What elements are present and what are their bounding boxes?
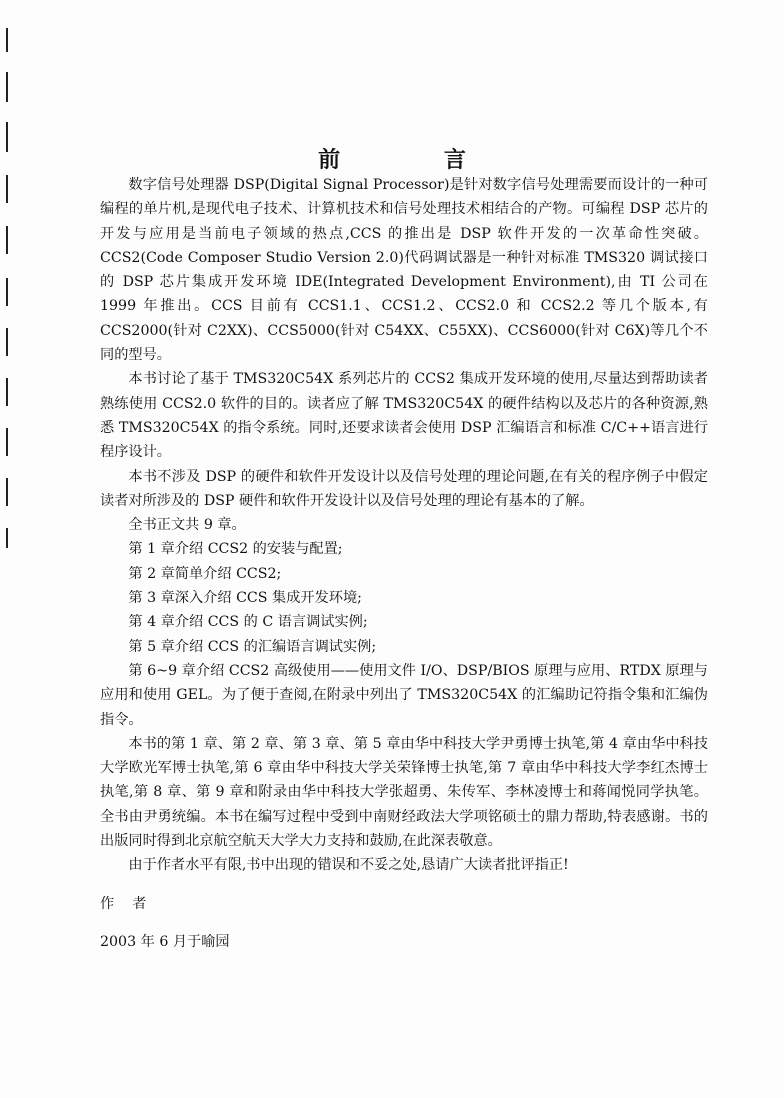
scan-edge-mark <box>6 428 8 456</box>
paragraph-closing: 由于作者水平有限,书中出现的错误和不妥之处,恳请广大读者批评指正! <box>128 857 569 874</box>
scan-edge-mark <box>6 278 8 306</box>
preface-body <box>100 173 708 969</box>
scan-edge-mark <box>6 378 8 406</box>
chapter-summary-item: 第 5 章介绍 CCS 的汇编语言调试实例; <box>128 638 377 655</box>
scan-edge-mark <box>6 226 8 254</box>
signature-date: 2003 年 6 月于喻园 <box>100 934 230 951</box>
chapter-summary-item: 第 6~9 章介绍 CCS2 高级使用——使用文件 I/O、DSP/BIOS 原理与应用、RTDX 原理与应用和使用 GEL。为了便于查阅,在附录中列出了 TMS320C54X 的汇编助记符指令集和汇编伪指令。 <box>100 662 708 728</box>
scan-edge-mark <box>6 478 8 506</box>
paragraph-assumptions: 本书不涉及 DSP 的硬件和软件开发设计以及信号处理的理论问题,在有关的程序例子中假定读者对所涉及的 DSP 硬件和软件开发设计以及信号处理的理论有基本的了解。 <box>100 468 708 509</box>
scan-edge-mark <box>6 28 8 52</box>
paragraph-intro: 数字信号处理器 DSP(Digital Signal Processor)是针对数字信号处理需要而设计的一种可编程的单片机,是现代电子技术、计算机技术和信号处理技术相结合的产物。可编程 DSP 芯片的开发与应用是当前电子领域的热点,CCS 的推出是 DSP 软件开发的一次革命性突破。CCS2(Code Composer Studio Version 2.0)代码调试器是一种针对标准 TMS320 调试接口的 DSP 芯片集成开发环境 IDE(Integrated Development Environment),由 TI 公司在 1999 年推出。CCS 目前有 CCS1.1、CCS1.2、CCS2.0 和 CCS2.2 等几个版本,有 CCS2000(针对 C2XX)、CCS5000(针对 C54XX、C55XX)、CCS6000(针对 C6X)等几个不同的型号。 <box>100 177 708 364</box>
paragraph-scope: 本书讨论了基于 TMS320C54X 系列芯片的 CCS2 集成开发环境的使用,尽量达到帮助读者熟练使用 CCS2.0 软件的目的。读者应了解 TMS320C54X 的硬件结构以及芯片的各种资源,熟悉 TMS320C54X 的指令系统。同时,还要求读者会使用 DSP 汇编语言和标准 C/C++语言进行程序设计。 <box>100 371 708 461</box>
scan-edge-mark <box>6 175 8 203</box>
scan-edge-mark <box>6 72 8 102</box>
chapter-summary-item: 第 4 章介绍 CCS 的 C 语言调试实例; <box>128 614 368 631</box>
chapter-summary-item: 第 1 章介绍 CCS2 的安装与配置; <box>128 541 343 558</box>
paragraph-authors: 本书的第 1 章、第 2 章、第 3 章、第 5 章由华中科技大学尹勇博士执笔,第 4 章由华中科技大学欧光军博士执笔,第 6 章由华中科技大学关荣锋博士执笔,第 7 章由华中科技大学李红杰博士执笔,第 8 章、第 9 章和附录由华中科技大学张超勇、朱传军、李林凌博士和蒋闻悦同学执笔。全书由尹勇统编。本书在编写过程中受到中南财经政法大学项铭硕士的鼎力帮助,特表感谢。书的出版同时得到北京航空航天大学大力支持和鼓励,在此深表敬意。 <box>100 735 708 850</box>
page-title: 前 言 <box>318 147 514 173</box>
signature-author: 作者 <box>100 895 165 912</box>
scan-edge-mark <box>6 528 8 548</box>
scan-edge-mark <box>6 328 8 356</box>
paragraph-chapter-count: 全书正文共 9 章。 <box>128 517 246 534</box>
chapter-summary-item: 第 2 章简单介绍 CCS2; <box>128 565 282 582</box>
chapter-summary-item: 第 3 章深入介绍 CCS 集成开发环境; <box>128 590 362 607</box>
